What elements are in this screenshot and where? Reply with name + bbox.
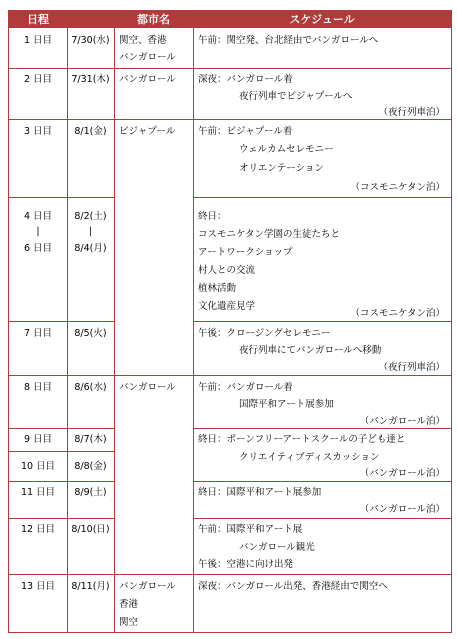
header-day: 日程 xyxy=(9,11,67,28)
date-label: 8/6(水) xyxy=(74,382,107,393)
schedule-line: 午後：空港に向け出発 xyxy=(198,559,294,570)
header-city: 都市名 xyxy=(114,11,193,28)
date-label: 8/8(金) xyxy=(74,461,107,472)
schedule-line: 終日： xyxy=(198,211,227,222)
schedule-line: バンガロール観光 xyxy=(239,542,315,553)
date-label: 8/7(木) xyxy=(74,434,107,445)
day-label: 3 日目 xyxy=(23,126,53,137)
city-line: バンガロール xyxy=(119,581,176,592)
schedule-line: 植林活動 xyxy=(198,283,237,294)
stay-note: （コスモニケタン泊） xyxy=(350,308,445,319)
day-label: 6 日目 xyxy=(23,243,53,254)
city-line: 香港 xyxy=(119,599,139,610)
date-label: 8/2(土) xyxy=(74,211,107,222)
day-label: 9 日目 xyxy=(23,434,53,445)
header-schedule: スケジュール xyxy=(193,11,451,28)
city-line: ビジャプール xyxy=(119,126,176,137)
stay-note: （バンガロール泊） xyxy=(359,416,445,427)
date-label: 8/4(月) xyxy=(74,243,107,254)
schedule-line: オリエンテーション xyxy=(239,163,324,174)
day-label: 4 日目 xyxy=(23,211,53,222)
schedule-table xyxy=(8,10,452,633)
schedule-line: 終日：国際平和アート展参加 xyxy=(198,487,322,498)
schedule-line: 午前：関空発、台北経由でバンガロールへ xyxy=(198,35,379,46)
day-label: 7 日目 xyxy=(23,328,53,339)
schedule-line: 夜行列車でビジャプールへ xyxy=(239,91,353,102)
schedule-line: クリエイティブディスカッション xyxy=(239,452,380,463)
schedule-line: 終日：ボーンフリーアートスクールの子ども達と xyxy=(198,434,406,445)
schedule-line: アートワークショップ xyxy=(198,247,293,258)
day-label: 8 日目 xyxy=(23,382,53,393)
day-label: 10 日目 xyxy=(20,461,56,472)
schedule-line: 深夜：バンガロール出発、香港経由で関空へ xyxy=(198,581,388,592)
date-label: 8/9(土) xyxy=(74,487,107,498)
stay-note: （コスモニケタン泊） xyxy=(350,182,445,193)
schedule-line: 午後：クロージングセレモニー xyxy=(198,328,331,339)
day-label: 12 日目 xyxy=(20,524,56,535)
date-label: 8/1(金) xyxy=(74,126,107,137)
date-label: 8/10(日) xyxy=(71,524,110,535)
stay-note: （バンガロール泊） xyxy=(359,468,445,479)
stay-note: （夜行列車泊） xyxy=(378,107,445,118)
schedule-line: 午前：ビジャプール着 xyxy=(198,126,293,137)
day-label: 2 日目 xyxy=(23,74,53,85)
schedule-line: ウェルカムセレモニー xyxy=(239,144,334,155)
day-label: 13 日目 xyxy=(20,581,56,592)
day-range-separator: | xyxy=(36,226,40,237)
schedule-line: 国際平和アート展参加 xyxy=(239,399,334,410)
day-label: 1 日目 xyxy=(23,35,53,46)
schedule-line: 文化遺産見学 xyxy=(198,301,256,312)
date-label: 7/31(木) xyxy=(71,74,110,85)
city-line: 関空 xyxy=(119,617,139,628)
city-line: バンガロール xyxy=(119,74,176,85)
header-date xyxy=(67,11,114,28)
stay-note: （夜行列車泊） xyxy=(378,362,445,373)
city-line: バンガロール xyxy=(119,52,176,63)
date-label: 7/30(水) xyxy=(71,35,110,46)
schedule-line: 深夜：バンガロール着 xyxy=(198,74,293,85)
schedule-line: 午前：国際平和アート展 xyxy=(198,524,303,535)
city-line: バンガロール xyxy=(119,382,176,393)
schedule-line: 夜行列車にてバンガロールへ移動 xyxy=(239,345,382,356)
schedule-line: 午前：バンガロール着 xyxy=(198,382,293,393)
stay-note: （バンガロール泊） xyxy=(359,504,445,515)
date-range-separator: | xyxy=(88,226,93,237)
city-line: 関空、香港 xyxy=(119,35,167,46)
day-label: 11 日目 xyxy=(20,487,56,498)
schedule-line: コスモニケタン学園の生徒たちと xyxy=(198,229,341,240)
date-label: 8/11(月) xyxy=(71,581,110,592)
date-label: 8/5(火) xyxy=(74,328,107,339)
schedule-line: 村人との交流 xyxy=(198,265,256,276)
